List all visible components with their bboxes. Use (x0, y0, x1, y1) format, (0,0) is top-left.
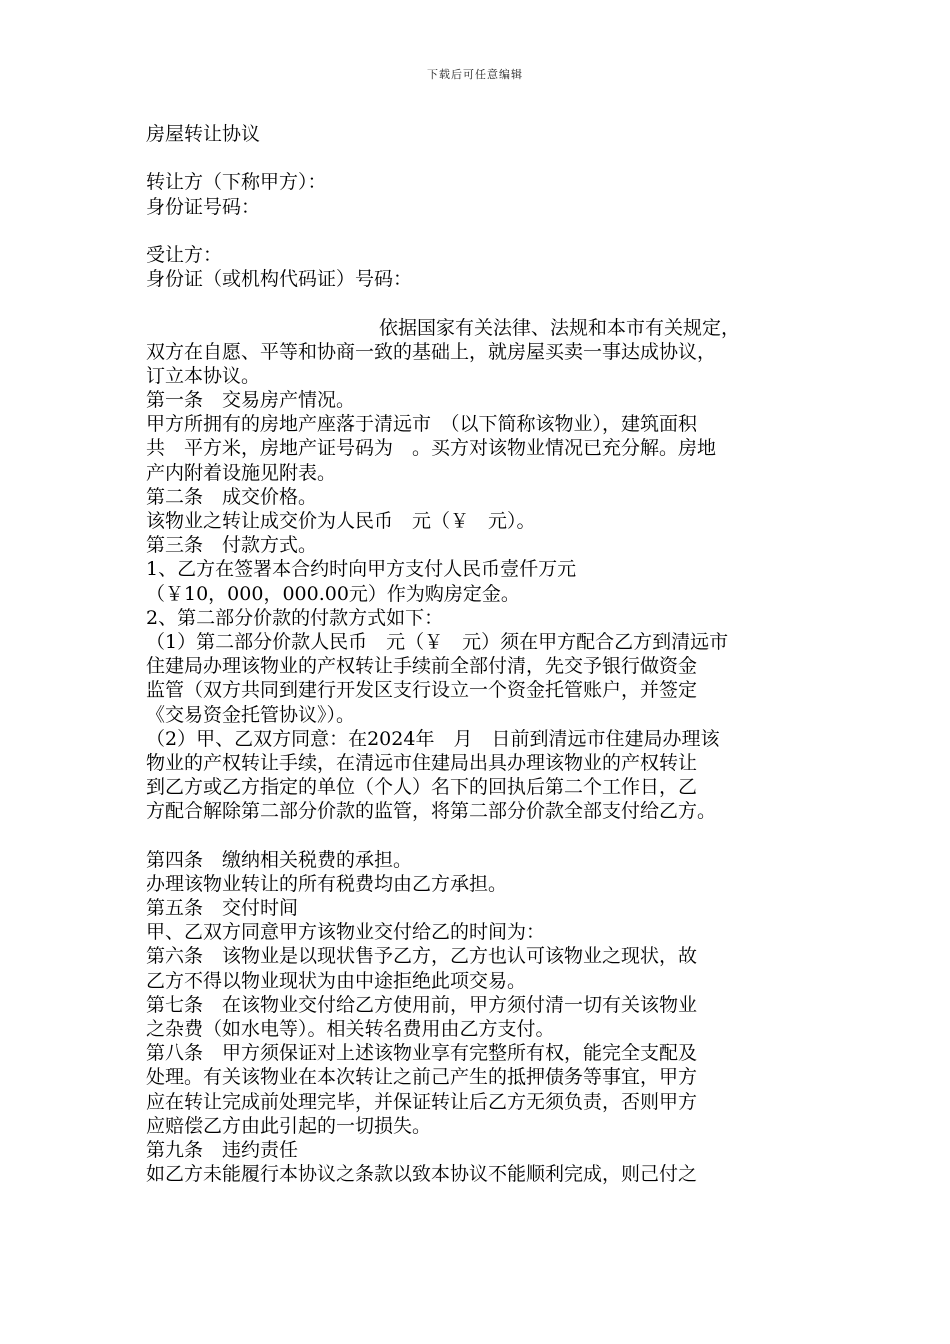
article-3-text: 到乙方或乙方指定的单位（个人）名下的回执后第二个工作日，乙 (146, 776, 698, 799)
article-8-text: 应赔偿乙方由此引起的一切损失。 (146, 1114, 432, 1137)
article-1-text: 产内附着设施见附表。 (146, 461, 337, 484)
preamble-line: 双方在自愿、平等和协商一致的基础上，就房屋买卖一事达成协议， (146, 340, 717, 363)
article-9-text: 如乙方未能履行本协议之条款以致本协议不能顺利完成，则己付之 (146, 1163, 698, 1186)
article-3-text: （￥10，000，000.00元）作为购房定金。 (146, 582, 520, 605)
spacer (146, 146, 816, 170)
article-6-text: 乙方不得以物业现状为由中途拒绝此项交易。 (146, 969, 527, 992)
article-3-text: 住建局办理该物业的产权转让手续前全部付清，先交予银行做资金 (146, 655, 698, 678)
party-b-id-label: 身份证（或机构代码证）号码： (146, 268, 413, 291)
article-5-heading: 第五条 交付时间 (146, 897, 299, 919)
article-8-text: 第八条 甲方须保证对上述该物业享有完整所有权，能完全支配及 (146, 1042, 698, 1065)
article-6-text: 第六条 该物业是以现状售予乙方，乙方也认可该物业之现状，故 (146, 945, 698, 968)
article-3-text: 1、乙方在签署本合约时向甲方支付人民币壹仟万元 (146, 558, 577, 581)
spacer (146, 291, 816, 315)
article-3-text: 方配合解除第二部分价款的监管，将第二部分价款全部支付给乙方。 (146, 800, 717, 823)
party-a-id-label: 身份证号码： (146, 195, 261, 218)
party-a-label: 转让方（下称甲方）： (146, 171, 327, 194)
article-1-text: 共 平方米，房地产证号码为 。买方对该物业情况已充分解。房地 (146, 437, 717, 460)
article-3-text: 物业的产权转让手续，在清远市住建局出具办理该物业的产权转让 (146, 751, 698, 774)
article-9-heading: 第九条 违约责任 (146, 1138, 299, 1161)
article-8-text: 处理。有关该物业在本次转让之前己产生的抵押债务等事宜，甲方 (146, 1066, 698, 1089)
document-body (146, 122, 816, 1186)
article-5-text: 甲、乙双方同意甲方该物业交付给乙的时间为： (146, 921, 546, 944)
preamble-line: 订立本协议。 (146, 364, 261, 387)
article-3-text: 2、第二部分价款的付款方式如下： (146, 606, 444, 629)
article-7-text: 第七条 在该物业交付给乙方使用前，甲方须付清一切有关该物业 (146, 993, 698, 1016)
article-3-text: （2）甲、乙双方同意：在2024年 月 日前到清远市住建局办理该 (146, 727, 720, 750)
article-2-text: 该物业之转让成交价为人民币 元（￥ 元）。 (146, 510, 536, 532)
spacer (146, 823, 816, 847)
article-3-heading: 第三条 付款方式。 (146, 534, 318, 557)
page-header-note: 下载后可任意编辑 (427, 68, 523, 81)
article-2-heading: 第二条 成交价格。 (146, 485, 318, 508)
spacer (146, 219, 816, 243)
article-1-heading: 第一条 交易房产情况。 (146, 389, 356, 412)
article-3-text: （1）第二部分价款人民币 元（￥ 元）须在甲方配合乙方到清远市 (146, 630, 729, 653)
party-b-label: 受让方： (146, 243, 223, 266)
article-3-text: 监管（双方共同到建行开发区支行设立一个资金托管账户，并签定 (146, 679, 698, 702)
preamble-line: 依据国家有关法律、法规和本市有关规定， (379, 316, 741, 339)
article-1-text: 甲方所拥有的房地产座落于清远市 （以下简称该物业），建筑面积 (146, 413, 698, 436)
article-8-text: 应在转让完成前处理完毕，并保证转让后乙方无须负责，否则甲方 (146, 1090, 698, 1113)
article-7-text: 之杂费（如水电等）。相关转名费用由乙方支付。 (146, 1017, 555, 1040)
article-3-text: 《交易资金托管协议》）。 (146, 703, 356, 726)
article-4-heading: 第四条 缴纳相关税费的承担。 (146, 848, 413, 871)
article-4-text: 办理该物业转让的所有税费均由乙方承担。 (146, 872, 508, 895)
document-title: 房屋转让协议 (146, 123, 261, 145)
